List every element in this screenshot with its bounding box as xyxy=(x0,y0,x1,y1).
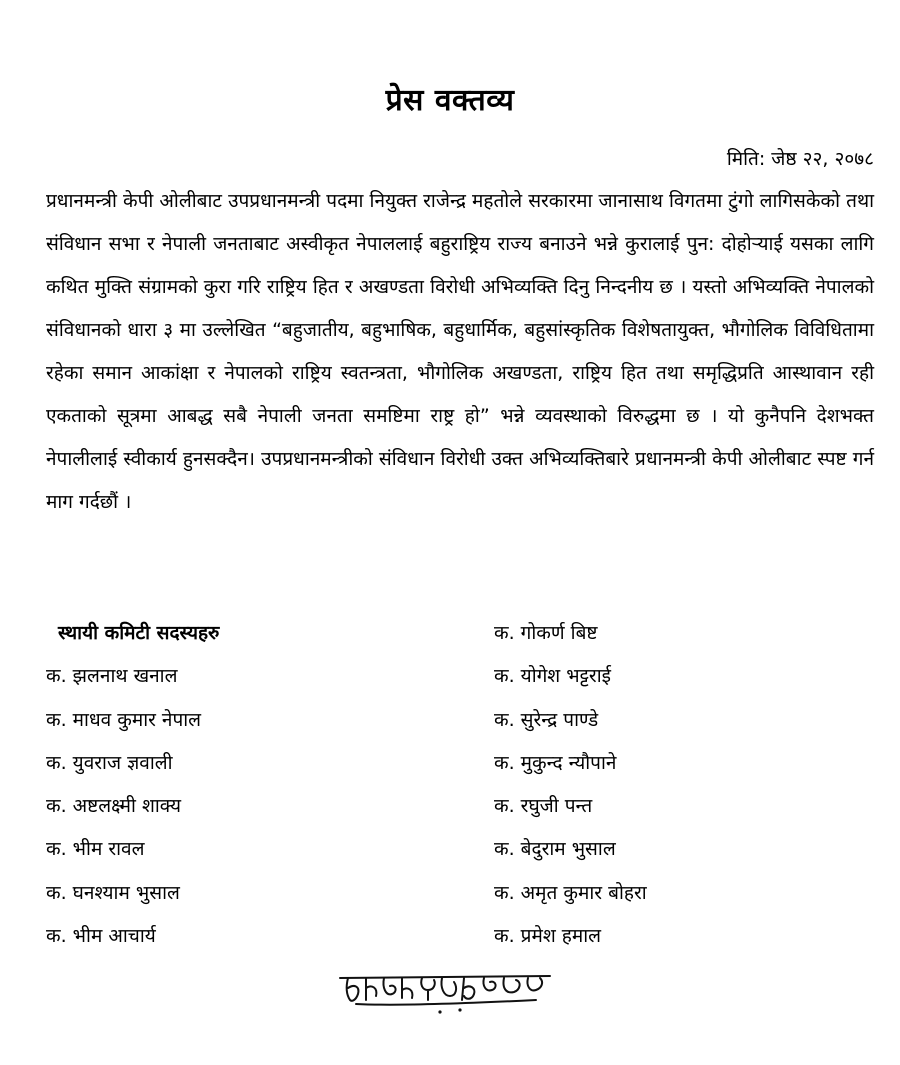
member-name: क. भीम आचार्य xyxy=(46,925,156,948)
document-date: मिति: जेष्ठ २२, २०७८ xyxy=(726,148,874,170)
members-heading: स्थायी कमिटी सदस्यहरु xyxy=(58,622,220,644)
member-name: क. अमृत कुमार बोहरा xyxy=(494,881,647,904)
member-name: क. भीम रावल xyxy=(46,838,145,861)
member-name: क. अष्टलक्ष्मी शाक्य xyxy=(46,795,181,818)
member-name: क. माधव कुमार नेपाल xyxy=(46,708,202,731)
member-name: क. बेदुराम भुसाल xyxy=(494,838,616,861)
members-left-column xyxy=(46,612,219,958)
member-name: क. घनश्याम भुसाल xyxy=(46,881,180,904)
member-name: क. रघुजी पन्त xyxy=(494,795,593,818)
handwritten-signature-icon xyxy=(336,960,556,1020)
member-name: क. सुरेन्द्र पाण्डे xyxy=(494,708,599,731)
member-name: क. युवराज ज्ञवाली xyxy=(46,751,173,774)
member-name: क. झलनाथ खनाल xyxy=(46,665,178,688)
member-name: क. गोकर्ण बिष्ट xyxy=(494,622,598,644)
member-name: क. मुकुन्द न्यौपाने xyxy=(494,751,617,774)
members-right-column xyxy=(494,612,647,958)
member-name: क. प्रमेश हमाल xyxy=(494,925,602,948)
statement-body: प्रधानमन्त्री केपी ओलीबाट उपप्रधानमन्त्री पदमा नियुक्त राजेन्द्र महतोले सरकारमा जानासाथ विगतमा टुंगो लागिसकेको तथा संविधान सभा र नेपाली जनताबाट अस्वीकृत नेपाललाई बहुराष्ट्रिय राज्य बनाउने भन्ने कुरालाई पुन: दोहोऱ्याई यसका लागि कथित मुक्ति संग्रामको कुरा गरि राष्ट्रिय हित र अखण्डता विरोधी अभिव्यक्ति दिनु निन्दनीय छ । यस्तो अभिव्यक्ति नेपालको संविधानको धारा ३ मा उल्लेखित “बहुजातीय, बहुभाषिक, बहुधार्मिक, बहुसांस्कृतिक विशेषतायुक्त, भौगोलिक विविधितामा रहेका समान आकांक्षा र नेपालको राष्ट्रिय स्वतन्त्रता, भौगोलिक अखण्डता, राष्ट्रिय हित तथा समृद्धिप्रति आस्थावान रही एकताको सूत्रमा आबद्ध सबै नेपाली जनता समष्टिमा राष्ट्र हो” भन्ने व्यवस्थाको विरुद्धमा छ । यो कुनैपनि देशभक्त नेपालीलाई स्वीकार्य हुनसक्दैन। उपप्रधानमन्त्रीको संविधान विरोधी उक्त अभिव्यक्तिबारे प्रधानमन्त्री केपी ओलीबाट स्पष्ट गर्न माग गर्दछौं । xyxy=(46,190,874,513)
document-title: प्रेस वक्तव्य xyxy=(385,83,515,118)
committee-members-list xyxy=(0,612,900,962)
member-name: क. योगेश भट्टराई xyxy=(494,665,611,688)
